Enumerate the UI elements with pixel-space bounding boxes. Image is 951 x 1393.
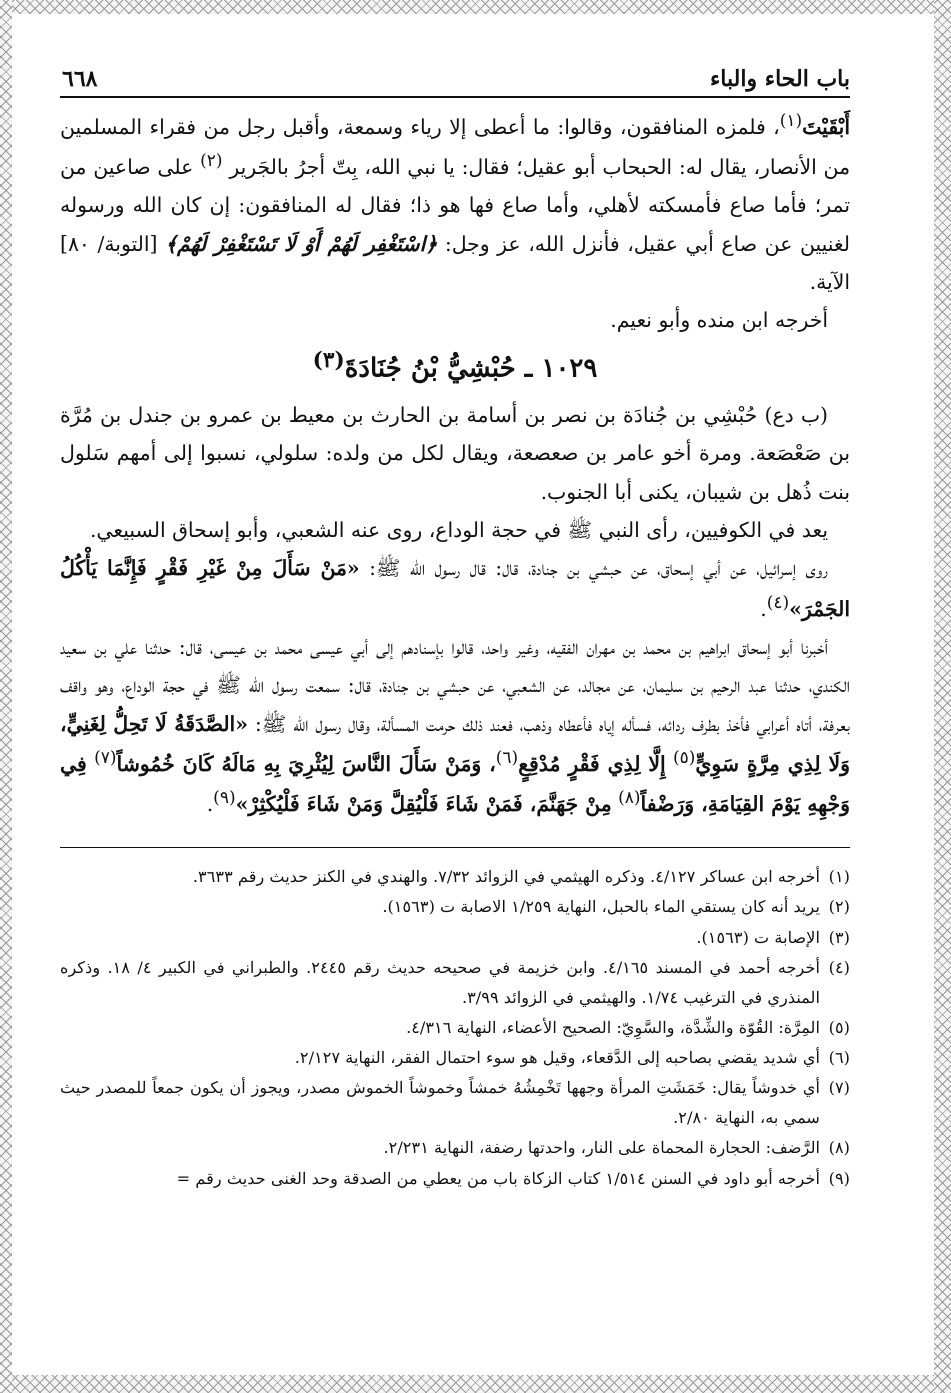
decorative-border-right [934,0,951,1393]
paragraph-hadith-continuation [60,106,850,301]
hadith-quote: «مَنْ سَأَلَ مِنْ غَيْرِ فَقْرٍ فَإِنَّمَا يَأْكُلُ الجَمْرَ» [60,556,850,621]
footnote-number: (٣) [828,927,850,947]
book-page [60,60,850,1194]
footnote [60,1133,850,1163]
footnote [60,862,850,892]
footnote-ref-1: (١) [779,111,803,131]
footnote [60,892,850,922]
hadith-quote: «الصَّدَقَةُ لَا تَحِلُّ لِغَنِيٍّ، وَلَا لِذِي مِرَّةٍ سَوِيٍّ [60,711,850,776]
footnote-text: أخرجه أبو داود في السنن ١/٥١٤ كتاب الزكاة باب من يعطي من الصدقة وحد الغنى حديث رقم = [176,1168,820,1188]
footnote-ref-2: (٢) [200,151,223,172]
decorative-border-bottom [0,1375,951,1393]
footnote-ref-6: (٦) [495,748,519,769]
footnote [60,1164,850,1194]
hadith-quote: ، وَمَنْ سَأَلَ النَّاسَ لِيُثْرِيَ بِهِ مَالَهُ كَانَ خُمُوشاً [116,751,496,776]
quran-verse: ﴿اسْتَغْفِر لَهُمْ أَوْ لَا تَسْتَغْفِرْ لَهُمْ﴾ [165,231,438,256]
footnote-text: الإصابة ت (١٥٦٣). [696,927,820,947]
footnote-number: (٦) [828,1048,850,1068]
entry-heading [60,344,850,390]
footnote-number: (٩) [828,1168,850,1188]
paragraph-biography: يعد في الكوفيين، رأى النبي ﷺ في حجة الوداع، روى عنه الشعبي، وأبو إسحاق السبيعي. [89,518,828,543]
main-text [60,106,850,823]
footnote [60,953,850,1013]
footnote-ref-8: (٨) [618,788,641,809]
paragraph-text: [التوبة/ ٨٠] الآية. [60,231,850,295]
entry-title: ١٠٢٩ ـ حُبْشِيُّ بْنُ جُنَادَةَ [344,353,598,384]
footnote-number: (٤) [828,957,850,977]
paragraph-narration-2 [60,628,850,823]
footnote-number: (٧) [828,1078,850,1098]
footnote-text: الرَّضف: الحجارة المحماة على النار، واحدتها رضفة، النهاية ٢/٢٣١. [383,1138,820,1158]
decorative-border-left [0,0,12,1393]
hadith-quote: مِنْ جَهَنَّمَ، فَمَنْ شَاءَ فَلْيُقِلَّ وَمَنْ شَاءَ فَلْيُكْثِرْ» [235,791,612,816]
hadith-quote: فِي وَجْهِهِ يَوْمَ القِيَامَةِ، وَرَضْفاً [60,751,850,816]
paragraph-takhrij: أخرجه ابن منده وأبو نعيم. [610,308,828,333]
paragraph-text: . [760,596,767,621]
footnote-text: أي شديد يقضي بصاحبه إلى الدَّقعاء، وقيل هو سوء احتمال الفقر، النهاية ٢/١٢٧. [294,1048,820,1068]
footnote-text: المِرَّة: القُوّة والشِّدَّة، والسَّوِيّ: الصحيح الأعضاء، النهاية ٤/٣١٦. [406,1017,820,1037]
chapter-title: باب الحاء والباء [709,66,850,92]
footnote [60,923,850,953]
footnote-number: (١) [828,867,850,887]
footnote-ref-9: (٩) [213,788,236,809]
paragraph-text: ، فلمزه المنافقون، وقالوا: ما أعطى إلا رياء وسمعة، وأقبل رجل من فقراء المسلمين من الأنصار، يقال له: الحبحاب أبو عقيل؛ فقال: يا نبي الله، بِتّ أجرُ بالجَرير [60,114,851,179]
paragraph-text: على صاعين من تمر؛ فأما صاع فأمسكته لأهلي، وأما صاع فها هو ذا؛ فقال له المنافقون: إن كان الله ورسوله لغنيين عن صاع أبي عقيل، فأنزل الله، عز وجل: [60,154,850,256]
footnote-ref-4: (٤) [766,592,790,613]
paragraph-text: روى إسرائيل، عن أبي إسحاق، عن حبشي بن جنادة، قال: قال رسول الله ﷺ: [369,556,828,581]
footnote-text: أخرجه ابن عساكر ٤/١٢٧. وذكره الهيثمي في الزوائد ٧/٣٢. والهندي في الكنز حديث رقم ٣٦٣٣. [192,867,820,887]
footnote [60,1013,850,1043]
paragraph-narration-1 [60,549,850,628]
footnote [60,1073,850,1133]
footnote-number: (٢) [828,897,850,917]
footnote-ref-5: (٥) [673,748,696,769]
hadith-quote: إِلَّا لِذِي فَقْرٍ مُدْقِعٍ [518,751,666,776]
paragraph-lineage: (ب دع) حُبْشِي بن جُنادَة بن نصر بن أسامة بن الحارث بن معيط بن عمرو بن جندل بن مُرَّة بن صَعْصَعة. ومرة أخو عامر بن صعصعة، ويقال لكل من ولده: سلولي، نسبوا إلى أمهم سَلول بنت ذُهل بن شيبان، يكنى أبا الجنوب. [60,403,850,504]
paragraph-text: . [206,791,214,816]
decorative-border-top [0,0,951,14]
footnote-text: أخرجه أحمد في المسند ٤/١٦٥. وابن خزيمة في صحيحه حديث رقم ٢٤٤٥. والطبراني في الكبير ٤/ ١٨. وذكره المنذري في الترغيب ١/٧٤. والهيثمي في الزوائد ٣/٩٩. [60,957,820,1007]
page-header [60,60,850,98]
footnotes [60,862,850,1193]
footnote-ref-3: (٣) [312,347,345,373]
footnote-ref-7: (٧) [94,748,117,769]
paragraph-text: أخبرنا أبو إسحاق ابراهيم بن محمد بن مهران الفقيه، وغير واحد، قالوا بإسنادهم إلى أبي عيسى محمد بن عيسى، قال: حدثنا علي بن سعيد الكندي، حدثنا عبد الرحيم بن سليمان، عن مجالد، عن الشعبي، عن حبشي بن جنادة، قال: سمعت رسول الله ﷺ في حجة الوداع، وهو واقف بعرفة، أتاه أعرابي فأخذ بطرف ردائه، فسأله إياه فأعطاه وذهب، فعند ذلك حرمت المسألة، وقال رسول الله ﷺ: [60,634,851,736]
quoted-word: أَبْقَيْتَ [802,114,850,139]
footnote-number: (٥) [828,1017,850,1037]
footnote [60,1043,850,1073]
page-number: ٦٦٨ [62,66,98,92]
footnote-text: أي خدوشاً يقال: خَمَشَتِ المرأة وجهها تَخْمِشُهُ خمشاً وخموشاً الخموش مصدر، ويجوز أن يكون جمعاً للمصدر حيث سمي به، النهاية ٢/٨٠. [60,1078,820,1128]
footnote-divider [60,847,850,848]
footnote-number: (٨) [828,1138,850,1158]
footnote-text: يريد أنه كان يستقي الماء بالحبل، النهاية ١/٢٥٩ الاصابة ت (١٥٦٣). [382,897,820,917]
